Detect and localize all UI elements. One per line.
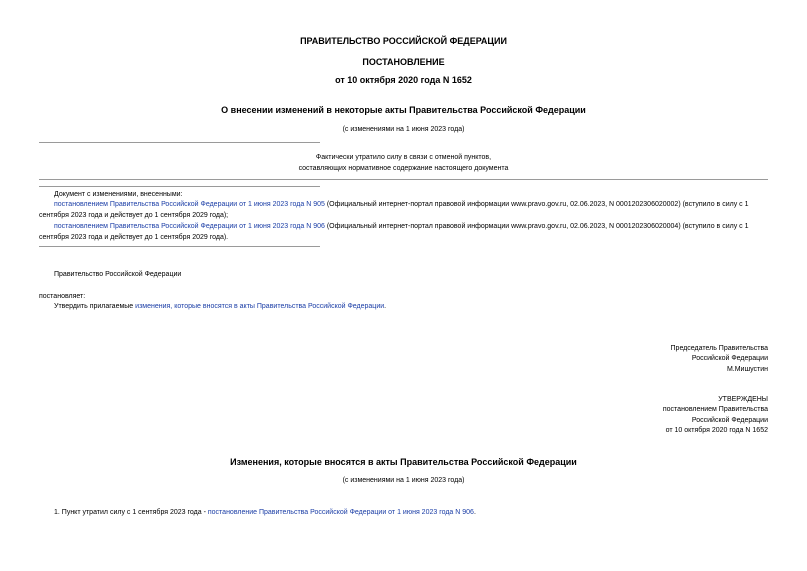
change-text: (Официальный интернет-портал правовой информации www.pravo.gov.ru, 02.06.2023, N 0001202306020004) (вступило в силу с 1 [324,223,749,230]
approve-changes-link[interactable]: изменения, которые вносятся в акты Правительства Российской Федерации [135,303,385,310]
document-date-number: от 10 октября 2020 года N 1652 [335,75,472,85]
annex-amended-note: (с изменениями на 1 июня 2023 года) [342,477,465,484]
changes-intro: Документ с изменениями, внесенными: [54,191,183,198]
divider [39,186,320,187]
change-text: сентября 2023 года и действует до 1 сентября 2029 года). [39,234,229,241]
approved-label: УТВЕРЖДЕНЫ [718,396,768,403]
signature-position1: Председатель Правительства [670,345,768,352]
change-link-905[interactable]: постановлением Правительства Российской Федерации от 1 июня 2023 года N 905 [54,201,325,208]
divider [39,179,768,180]
change-entry [39,221,769,243]
resolves-label: постановляет: [39,293,86,300]
amended-note: (с изменениями на 1 июня 2023 года) [342,126,465,133]
divider [39,246,320,247]
change-text: сентября 2023 года и действует до 1 сентября 2029 года); [39,212,229,219]
divider [39,142,320,143]
annex-item-1-suffix: . [473,509,476,516]
government-heading: ПРАВИТЕЛЬСТВО РОССИЙСКОЙ ФЕДЕРАЦИИ [300,36,507,46]
approve-paragraph [54,303,386,310]
annex-item-1-link[interactable]: постановление Правительства Российской Федерации от 1 июня 2023 года N 906 [207,509,474,516]
approved-line3: от 10 октября 2020 года N 1652 [665,427,768,434]
change-link-906[interactable]: постановлением Правительства Российской Федерации от 1 июня 2023 года N 906 [54,223,325,230]
government-label: Правительство Российской Федерации [54,271,182,278]
change-text: (Официальный интернет-портал правовой информации www.pravo.gov.ru, 02.06.2023, N 0001202306020002) (вступило в силу с 1 [324,201,749,208]
status-note-line1: Фактически утратило силу в связи с отменой пунктов, [315,154,492,161]
status-note-line2: составляющих нормативное содержание настоящего документа [298,165,509,172]
approve-prefix: Утвердить прилагаемые [54,303,136,310]
annex-item-1 [54,509,476,516]
approve-suffix: . [384,303,387,310]
annex-title: Изменения, которые вносятся в акты Правительства Российской Федерации [230,457,577,467]
signature-name: М.Мишустин [726,366,768,373]
signature-position2: Российской Федерации [691,355,768,362]
document-title: О внесении изменений в некоторые акты Правительства Российской Федерации [221,105,586,115]
change-entry [39,199,769,221]
document-type: ПОСТАНОВЛЕНИЕ [362,57,445,67]
approved-line2: Российской Федерации [691,417,768,424]
annex-item-1-prefix: 1. Пункт утратил силу с 1 сентября 2023 года - [54,509,208,516]
approved-line1: постановлением Правительства [662,406,768,413]
